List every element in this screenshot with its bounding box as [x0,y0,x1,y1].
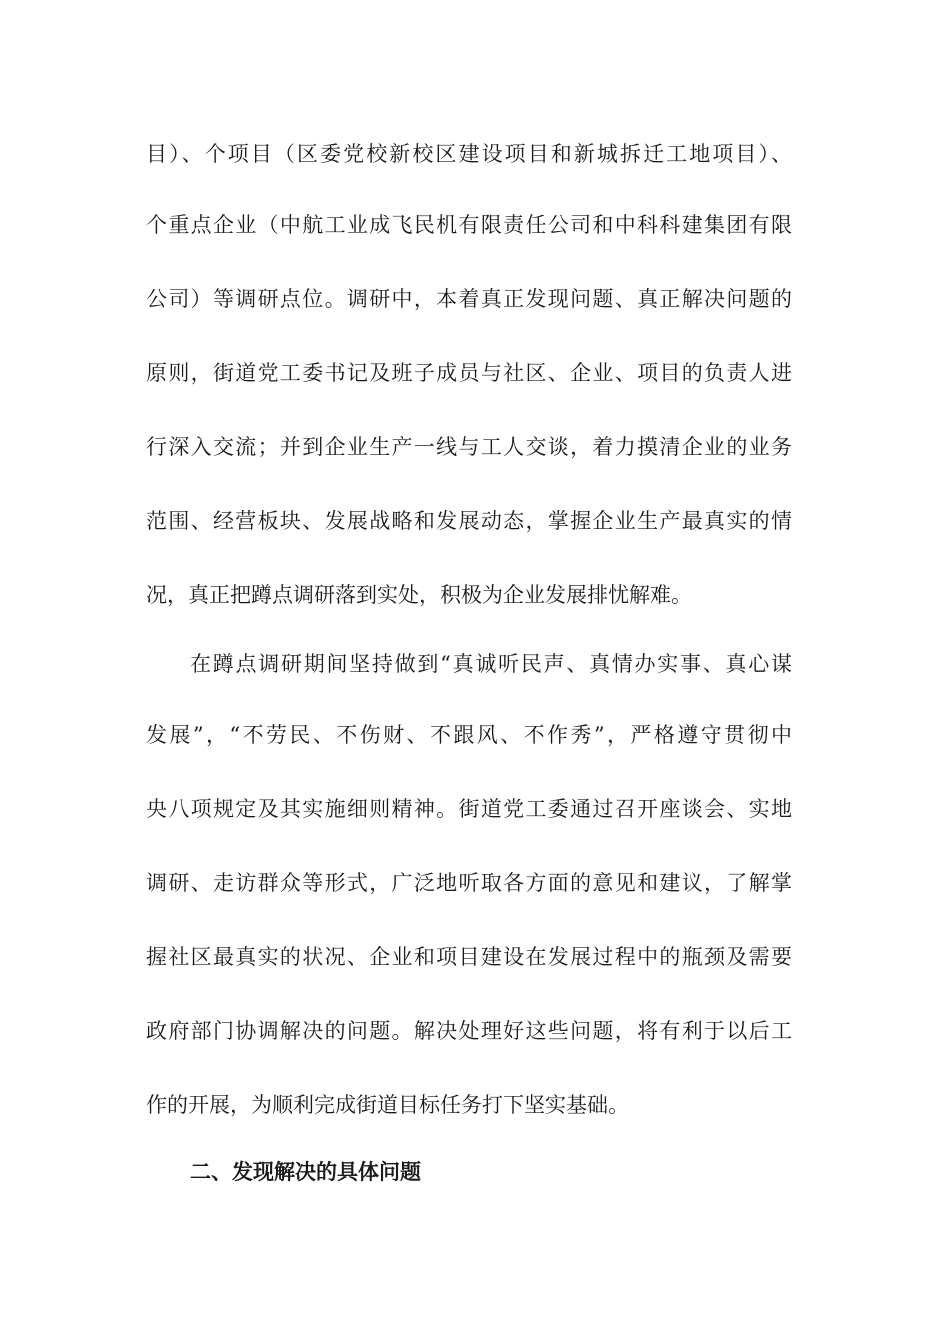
paragraph-2-line-3: 央八项规定及其实施细则精神。街道党工委通过召开座谈会、实地 [146,797,792,821]
paragraph-1-line-4: 原则，街道党工委书记及班子成员与社区、企业、项目的负责人进 [146,361,792,385]
paragraph-1-line-2: 个重点企业（中航工业成飞民机有限责任公司和中科科建集团有限 [146,213,792,237]
paragraph-2-line-6: 政府部门协调解决的问题。解决处理好这些问题，将有利于以后工 [146,1019,792,1043]
paragraph-1-line-6: 范围、经营板块、发展战略和发展动态，掌握企业生产最真实的情 [146,509,792,533]
paragraph-2-line-2: 发展”，“不劳民、不伤财、不跟风、不作秀”，严格遵守贯彻中 [146,723,792,747]
paragraph-2-line-1: 在蹲点调研期间坚持做到“真诚听民声、真情办实事、真心谋 [190,652,792,676]
paragraph-2-line-7: 作的开展，为顺利完成街道目标任务打下坚实基础。 [146,1093,629,1117]
section-heading: 二、发现解决的具体问题 [190,1160,421,1184]
paragraph-1-line-5: 行深入交流；并到企业生产一线与工人交谈，着力摸清企业的业务 [146,435,792,459]
paragraph-1-line-1: 目）、个项目（区委党校新校区建设项目和新城拆迁工地项目）、 [146,142,792,166]
paragraph-2-line-5: 握社区最真实的状况、企业和项目建设在发展过程中的瓶颈及需要 [146,945,792,969]
paragraph-1-line-7: 况，真正把蹲点调研落到实处，积极为企业发展排忧解难。 [146,583,692,607]
paragraph-1-line-3: 公司）等调研点位。调研中，本着真正发现问题、真正解决问题的 [146,287,792,311]
paragraph-2-line-4: 调研、走访群众等形式，广泛地听取各方面的意见和建议，了解掌 [146,871,792,895]
